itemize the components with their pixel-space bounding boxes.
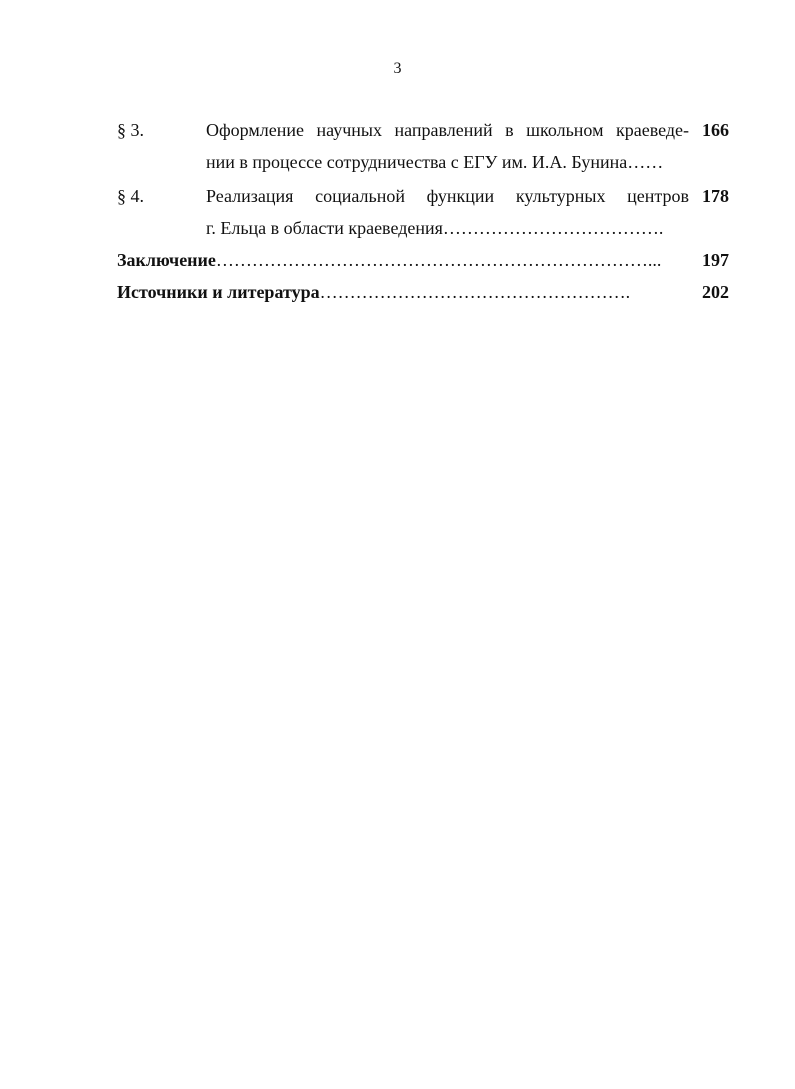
toc-page-number: 178 — [702, 186, 729, 206]
toc-entry-sources — [117, 276, 729, 308]
page-number: 3 — [393, 60, 402, 77]
conclusion-leader: ………………………………………………………………... — [215, 250, 662, 270]
toc-page-number: 166 — [702, 120, 729, 140]
toc-entry-title-line-2: г. Ельца в области краеведения………………………………. — [206, 218, 664, 238]
sources-leader: ……………………………………………. — [319, 282, 631, 302]
toc-entry-title — [117, 276, 689, 308]
toc-page-number: 197 — [702, 250, 729, 270]
conclusion-title: Заключение — [117, 250, 216, 270]
toc-entry-title — [117, 244, 689, 276]
toc-entry-title — [206, 180, 689, 244]
toc-entry-section-4 — [117, 180, 729, 244]
toc-page-number: 202 — [702, 282, 729, 302]
toc-entry-title-line-1: Реализация социальной функции культурных центров — [206, 186, 689, 206]
toc-entry-title — [206, 114, 689, 178]
table-of-contents — [117, 114, 729, 308]
section-marker: § 3. — [117, 120, 144, 140]
toc-entry-conclusion — [117, 244, 729, 276]
section-marker: § 4. — [117, 186, 144, 206]
toc-entry-title-line-1: Оформление научных направлений в школьном краеведе- — [206, 120, 689, 140]
toc-entry-section-3 — [117, 114, 729, 178]
toc-entry-title-line-2: нии в процессе сотрудничества с ЕГУ им. И.А. Бунина…… — [206, 152, 664, 172]
sources-title: Источники и литература — [117, 282, 320, 302]
